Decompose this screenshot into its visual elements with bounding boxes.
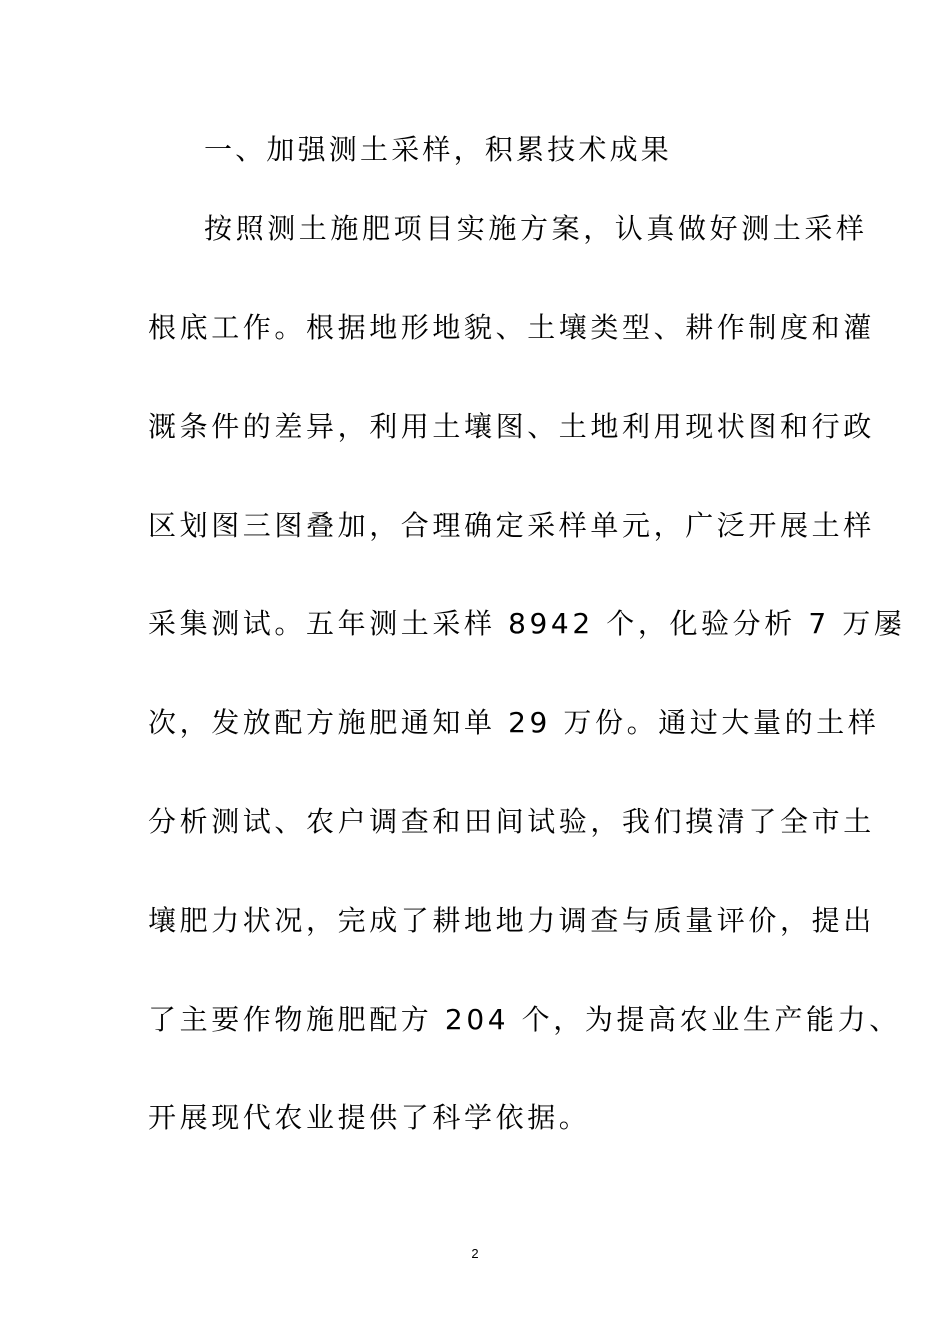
section-heading: 一、加强测土采样，积累技术成果	[204, 133, 673, 166]
paragraph-line: 区划图三图叠加，合理确定采样单元，广泛开展土样	[148, 509, 875, 542]
paragraph-line: 了主要作物施肥配方 204 个，为提高农业生产能力、	[148, 1003, 901, 1036]
paragraph-line: 开展现代农业提供了科学依据。	[148, 1101, 591, 1134]
paragraph-line: 壤肥力状况，完成了耕地地力调查与质量评价，提出	[148, 904, 875, 937]
paragraph-line: 分析测试、农户调查和田间试验，我们摸清了全市土	[148, 805, 875, 838]
page-number: 2	[471, 1246, 479, 1261]
paragraph-line: 按照测土施肥项目实施方案，认真做好测土采样	[204, 212, 868, 245]
paragraph-line: 次，发放配方施肥通知单 29 万份。通过大量的土样	[148, 706, 880, 739]
paragraph-line: 采集测试。五年测土采样 8942 个，化验分析 7 万屡	[148, 607, 906, 640]
paragraph-line: 溉条件的差异，利用土壤图、土地利用现状图和行政	[148, 410, 875, 443]
paragraph-line: 根底工作。根据地形地貌、土壤类型、耕作制度和灌	[148, 311, 875, 344]
